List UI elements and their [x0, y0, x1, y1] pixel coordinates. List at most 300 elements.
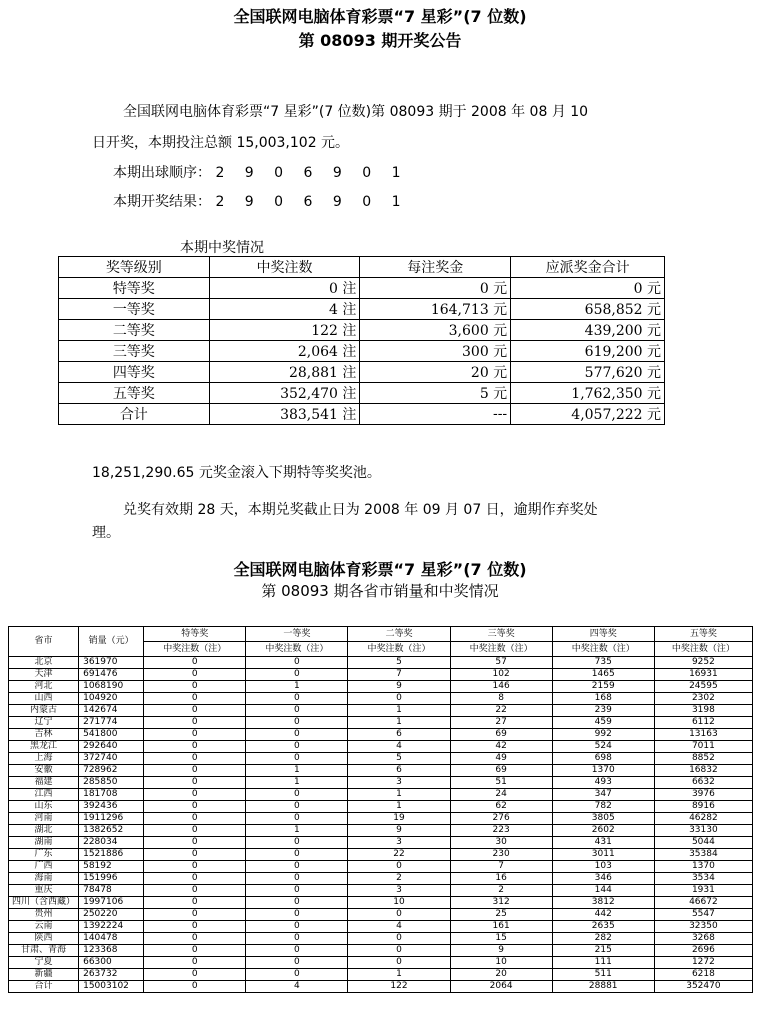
summary-cell-total: 4,057,222 元	[511, 404, 665, 425]
fourth-header: 四等奖	[552, 627, 654, 642]
table-row	[9, 849, 753, 861]
table-row	[9, 741, 753, 753]
cell-sales: 271774	[79, 717, 144, 729]
cell-province: 新疆	[9, 969, 79, 981]
cell-fifth: 46282	[654, 813, 752, 825]
summary-cell-count: 2,064 注	[209, 341, 360, 362]
cell-fifth: 7011	[654, 741, 752, 753]
summary-cell-total: 577,620 元	[511, 362, 665, 383]
cell-fifth: 32350	[654, 921, 752, 933]
table-row	[9, 801, 753, 813]
cell-sales: 123368	[79, 945, 144, 957]
cell-first: 0	[246, 657, 348, 669]
cell-sales: 285850	[79, 777, 144, 789]
cell-province: 陕西	[9, 933, 79, 945]
cell-third: 161	[450, 921, 552, 933]
cell-third: 312	[450, 897, 552, 909]
cell-first: 1	[246, 765, 348, 777]
cell-province: 天津	[9, 669, 79, 681]
cell-fourth: 103	[552, 861, 654, 873]
cell-fifth: 5044	[654, 837, 752, 849]
summary-cell-prize: 300 元	[360, 341, 511, 362]
cell-sales: 1068190	[79, 681, 144, 693]
cell-second: 6	[348, 765, 450, 777]
cell-special: 0	[144, 753, 246, 765]
summary-caption: 本期中奖情况	[180, 240, 264, 256]
cell-first: 0	[246, 729, 348, 741]
summary-header-level: 奖等级别	[59, 257, 210, 278]
cell-second: 0	[348, 957, 450, 969]
cell-special: 0	[144, 861, 246, 873]
cell-first: 0	[246, 849, 348, 861]
cell-special: 0	[144, 717, 246, 729]
cell-sales: 1382652	[79, 825, 144, 837]
summary-cell-level: 二等奖	[59, 320, 210, 341]
cell-fourth: 511	[552, 969, 654, 981]
table-row	[9, 909, 753, 921]
table-row	[9, 861, 753, 873]
cell-second: 3	[348, 837, 450, 849]
cell-second: 7	[348, 669, 450, 681]
cell-sales: 691476	[79, 669, 144, 681]
cell-sales: 58192	[79, 861, 144, 873]
summary-row	[59, 299, 665, 320]
special-header: 特等奖	[144, 627, 246, 642]
cell-first: 0	[246, 873, 348, 885]
summary-row	[59, 404, 665, 425]
cell-province: 山东	[9, 801, 79, 813]
summary-row	[59, 383, 665, 404]
cell-fifth: 16832	[654, 765, 752, 777]
table-row	[9, 945, 753, 957]
cell-third: 15	[450, 933, 552, 945]
cell-sales: 15003102	[79, 981, 144, 993]
cell-fourth: 1370	[552, 765, 654, 777]
cell-first: 0	[246, 717, 348, 729]
cell-first: 0	[246, 933, 348, 945]
cell-third: 2064	[450, 981, 552, 993]
cell-first: 4	[246, 981, 348, 993]
cell-second: 5	[348, 753, 450, 765]
province-header: 省市	[9, 627, 79, 657]
cell-special: 0	[144, 909, 246, 921]
table-row	[9, 717, 753, 729]
cell-fourth: 782	[552, 801, 654, 813]
draw-order	[113, 162, 409, 182]
expiry-note-line-2: 理。	[92, 525, 120, 541]
cell-second: 9	[348, 681, 450, 693]
draw-result	[113, 191, 409, 211]
cell-fifth: 3976	[654, 789, 752, 801]
summary-cell-total: 0 元	[511, 278, 665, 299]
cell-special: 0	[144, 945, 246, 957]
cell-fourth: 493	[552, 777, 654, 789]
cell-first: 0	[246, 885, 348, 897]
cell-fourth: 28881	[552, 981, 654, 993]
province-sales-table	[8, 626, 753, 993]
cell-sales: 181708	[79, 789, 144, 801]
cell-sales: 541800	[79, 729, 144, 741]
cell-third: 102	[450, 669, 552, 681]
cell-first: 0	[246, 957, 348, 969]
cell-special: 0	[144, 933, 246, 945]
table-row	[9, 837, 753, 849]
cell-province: 宁夏	[9, 957, 79, 969]
table-row	[9, 729, 753, 741]
cell-first: 0	[246, 705, 348, 717]
cell-third: 22	[450, 705, 552, 717]
cell-province: 甘肃、青海	[9, 945, 79, 957]
cell-third: 20	[450, 969, 552, 981]
table-row	[9, 921, 753, 933]
draw-result-value: 2 9 0 6 9 0 1	[215, 194, 409, 210]
cell-province: 辽宁	[9, 717, 79, 729]
cell-third: 10	[450, 957, 552, 969]
first-header: 一等奖	[246, 627, 348, 642]
cell-province: 福建	[9, 777, 79, 789]
cell-fourth: 239	[552, 705, 654, 717]
cell-first: 0	[246, 969, 348, 981]
cell-fourth: 282	[552, 933, 654, 945]
second-count-header: 中奖注数（注）	[348, 642, 450, 657]
table-row	[9, 777, 753, 789]
table-row	[9, 969, 753, 981]
summary-cell-prize: 5 元	[360, 383, 511, 404]
cell-fourth: 2159	[552, 681, 654, 693]
table-row	[9, 789, 753, 801]
cell-fourth: 215	[552, 945, 654, 957]
cell-special: 0	[144, 789, 246, 801]
table-row	[9, 705, 753, 717]
cell-first: 0	[246, 921, 348, 933]
cell-fifth: 5547	[654, 909, 752, 921]
cell-fifth: 6112	[654, 717, 752, 729]
table-row	[9, 657, 753, 669]
summary-header-count: 中奖注数	[209, 257, 360, 278]
cell-second: 19	[348, 813, 450, 825]
summary-cell-total: 619,200 元	[511, 341, 665, 362]
cell-province: 海南	[9, 873, 79, 885]
cell-sales: 228034	[79, 837, 144, 849]
cell-sales: 1392224	[79, 921, 144, 933]
cell-third: 7	[450, 861, 552, 873]
cell-first: 0	[246, 897, 348, 909]
cell-sales: 372740	[79, 753, 144, 765]
cell-second: 10	[348, 897, 450, 909]
cell-first: 0	[246, 801, 348, 813]
cell-special: 0	[144, 981, 246, 993]
summary-cell-prize: 164,713 元	[360, 299, 511, 320]
cell-second: 2	[348, 873, 450, 885]
cell-third: 25	[450, 909, 552, 921]
summary-cell-count: 383,541 注	[209, 404, 360, 425]
fifth-header: 五等奖	[654, 627, 752, 642]
cell-third: 49	[450, 753, 552, 765]
cell-first: 0	[246, 753, 348, 765]
table-row	[9, 681, 753, 693]
summary-cell-level: 五等奖	[59, 383, 210, 404]
cell-province: 四川（含西藏）	[9, 897, 79, 909]
page-subtitle: 第 08093 期开奖公告	[298, 31, 462, 50]
summary-row	[59, 341, 665, 362]
fourth-count-header: 中奖注数（注）	[552, 642, 654, 657]
cell-fourth: 431	[552, 837, 654, 849]
summary-cell-count: 352,470 注	[209, 383, 360, 404]
jackpot-rollover-note: 18,251,290.65 元奖金滚入下期特等奖奖池。	[92, 465, 381, 481]
expiry-note-line-1: 兑奖有效期 28 天，本期兑奖截止日为 2008 年 09 月 07 日，逾期作弃奖处	[123, 502, 598, 518]
first-count-header: 中奖注数（注）	[246, 642, 348, 657]
table-row	[9, 669, 753, 681]
cell-special: 0	[144, 777, 246, 789]
summary-cell-level: 四等奖	[59, 362, 210, 383]
summary-row	[59, 320, 665, 341]
summary-cell-count: 0 注	[209, 278, 360, 299]
summary-cell-count: 122 注	[209, 320, 360, 341]
cell-province: 黑龙江	[9, 741, 79, 753]
cell-first: 0	[246, 861, 348, 873]
cell-province: 云南	[9, 921, 79, 933]
cell-special: 0	[144, 825, 246, 837]
cell-second: 1	[348, 717, 450, 729]
cell-province: 湖北	[9, 825, 79, 837]
cell-third: 69	[450, 765, 552, 777]
cell-fourth: 524	[552, 741, 654, 753]
cell-fourth: 735	[552, 657, 654, 669]
cell-special: 0	[144, 657, 246, 669]
cell-province: 吉林	[9, 729, 79, 741]
second-header: 二等奖	[348, 627, 450, 642]
cell-fifth: 24595	[654, 681, 752, 693]
cell-third: 2	[450, 885, 552, 897]
cell-second: 1	[348, 789, 450, 801]
cell-sales: 1521886	[79, 849, 144, 861]
cell-province: 广东	[9, 849, 79, 861]
summary-cell-prize: 3,600 元	[360, 320, 511, 341]
cell-third: 230	[450, 849, 552, 861]
third-count-header: 中奖注数（注）	[450, 642, 552, 657]
table-row	[9, 933, 753, 945]
cell-second: 0	[348, 693, 450, 705]
table-row	[9, 981, 753, 993]
cell-third: 9	[450, 945, 552, 957]
cell-fifth: 6632	[654, 777, 752, 789]
cell-province: 合计	[9, 981, 79, 993]
table-row	[9, 957, 753, 969]
cell-first: 0	[246, 789, 348, 801]
cell-sales: 392436	[79, 801, 144, 813]
announcement-line-1: 全国联网电脑体育彩票“7 星彩”(7 位数)第 08093 期于 2008 年 08 月 10	[123, 104, 589, 120]
summary-row	[59, 362, 665, 383]
table-row	[9, 873, 753, 885]
page-title: 全国联网电脑体育彩票“7 星彩”(7 位数)	[233, 7, 527, 26]
cell-first: 0	[246, 669, 348, 681]
cell-second: 1	[348, 705, 450, 717]
cell-fourth: 3812	[552, 897, 654, 909]
cell-fifth: 2696	[654, 945, 752, 957]
summary-cell-count: 4 注	[209, 299, 360, 320]
summary-cell-total: 658,852 元	[511, 299, 665, 320]
table-row	[9, 813, 753, 825]
cell-fourth: 3805	[552, 813, 654, 825]
cell-special: 0	[144, 957, 246, 969]
cell-fourth: 3011	[552, 849, 654, 861]
cell-province: 北京	[9, 657, 79, 669]
cell-province: 重庆	[9, 885, 79, 897]
summary-cell-total: 1,762,350 元	[511, 383, 665, 404]
summary-cell-prize: ---	[360, 404, 511, 425]
cell-special: 0	[144, 801, 246, 813]
cell-fifth: 352470	[654, 981, 752, 993]
cell-province: 上海	[9, 753, 79, 765]
cell-first: 0	[246, 837, 348, 849]
summary-cell-prize: 0 元	[360, 278, 511, 299]
third-header: 三等奖	[450, 627, 552, 642]
cell-fourth: 144	[552, 885, 654, 897]
cell-sales: 140478	[79, 933, 144, 945]
cell-sales: 361970	[79, 657, 144, 669]
cell-fourth: 347	[552, 789, 654, 801]
summary-cell-count: 28,881 注	[209, 362, 360, 383]
cell-second: 3	[348, 777, 450, 789]
cell-special: 0	[144, 885, 246, 897]
cell-sales: 66300	[79, 957, 144, 969]
summary-cell-level: 三等奖	[59, 341, 210, 362]
cell-fifth: 8916	[654, 801, 752, 813]
cell-third: 16	[450, 873, 552, 885]
cell-fifth: 3534	[654, 873, 752, 885]
cell-third: 24	[450, 789, 552, 801]
cell-province: 河北	[9, 681, 79, 693]
cell-second: 5	[348, 657, 450, 669]
cell-third: 27	[450, 717, 552, 729]
cell-special: 0	[144, 669, 246, 681]
cell-province: 湖南	[9, 837, 79, 849]
cell-fifth: 1272	[654, 957, 752, 969]
cell-second: 6	[348, 729, 450, 741]
cell-special: 0	[144, 741, 246, 753]
summary-cell-level: 特等奖	[59, 278, 210, 299]
cell-first: 0	[246, 945, 348, 957]
summary-row	[59, 278, 665, 299]
cell-special: 0	[144, 921, 246, 933]
cell-first: 0	[246, 909, 348, 921]
cell-second: 9	[348, 825, 450, 837]
table-row	[9, 825, 753, 837]
cell-special: 0	[144, 693, 246, 705]
cell-province: 安徽	[9, 765, 79, 777]
cell-third: 69	[450, 729, 552, 741]
cell-fourth: 698	[552, 753, 654, 765]
cell-third: 51	[450, 777, 552, 789]
cell-sales: 104920	[79, 693, 144, 705]
cell-fifth: 46672	[654, 897, 752, 909]
special-count-header: 中奖注数（注）	[144, 642, 246, 657]
cell-fifth: 9252	[654, 657, 752, 669]
summary-cell-level: 一等奖	[59, 299, 210, 320]
cell-special: 0	[144, 969, 246, 981]
cell-fourth: 111	[552, 957, 654, 969]
cell-second: 0	[348, 933, 450, 945]
cell-fifth: 1370	[654, 861, 752, 873]
cell-fourth: 1465	[552, 669, 654, 681]
province-section-title: 全国联网电脑体育彩票“7 星彩”(7 位数)	[233, 560, 527, 579]
cell-second: 0	[348, 945, 450, 957]
summary-cell-total: 439,200 元	[511, 320, 665, 341]
cell-third: 62	[450, 801, 552, 813]
cell-fourth: 459	[552, 717, 654, 729]
cell-fourth: 2602	[552, 825, 654, 837]
cell-third: 223	[450, 825, 552, 837]
cell-first: 0	[246, 813, 348, 825]
cell-fourth: 168	[552, 693, 654, 705]
cell-fifth: 16931	[654, 669, 752, 681]
cell-second: 122	[348, 981, 450, 993]
cell-second: 4	[348, 921, 450, 933]
cell-fifth: 2302	[654, 693, 752, 705]
cell-sales: 263732	[79, 969, 144, 981]
cell-special: 0	[144, 681, 246, 693]
cell-special: 0	[144, 813, 246, 825]
cell-fourth: 442	[552, 909, 654, 921]
cell-fifth: 33130	[654, 825, 752, 837]
cell-first: 0	[246, 693, 348, 705]
cell-fifth: 35384	[654, 849, 752, 861]
cell-fourth: 2635	[552, 921, 654, 933]
cell-sales: 151996	[79, 873, 144, 885]
draw-result-label: 本期开奖结果：	[113, 194, 211, 210]
cell-special: 0	[144, 705, 246, 717]
summary-header-total: 应派奖金合计	[511, 257, 665, 278]
cell-second: 3	[348, 885, 450, 897]
cell-special: 0	[144, 849, 246, 861]
cell-special: 0	[144, 729, 246, 741]
cell-second: 0	[348, 861, 450, 873]
cell-first: 0	[246, 741, 348, 753]
cell-second: 22	[348, 849, 450, 861]
cell-third: 276	[450, 813, 552, 825]
cell-province: 山西	[9, 693, 79, 705]
cell-sales: 142674	[79, 705, 144, 717]
cell-second: 0	[348, 909, 450, 921]
cell-first: 1	[246, 825, 348, 837]
cell-sales: 292640	[79, 741, 144, 753]
cell-second: 1	[348, 969, 450, 981]
cell-special: 0	[144, 873, 246, 885]
cell-third: 42	[450, 741, 552, 753]
cell-second: 4	[348, 741, 450, 753]
cell-sales: 78478	[79, 885, 144, 897]
announcement-line-2: 日开奖，本期投注总额 15,003,102 元。	[92, 135, 350, 151]
cell-province: 河南	[9, 813, 79, 825]
cell-second: 1	[348, 801, 450, 813]
summary-cell-level: 合计	[59, 404, 210, 425]
cell-sales: 1997106	[79, 897, 144, 909]
table-row	[9, 753, 753, 765]
summary-cell-prize: 20 元	[360, 362, 511, 383]
cell-fourth: 992	[552, 729, 654, 741]
cell-fifth: 3198	[654, 705, 752, 717]
cell-special: 0	[144, 765, 246, 777]
cell-province: 贵州	[9, 909, 79, 921]
cell-sales: 728962	[79, 765, 144, 777]
cell-fifth: 6218	[654, 969, 752, 981]
cell-province: 江西	[9, 789, 79, 801]
sales-header: 销量（元）	[79, 627, 144, 657]
cell-fifth: 3268	[654, 933, 752, 945]
cell-fourth: 346	[552, 873, 654, 885]
cell-first: 1	[246, 777, 348, 789]
cell-third: 8	[450, 693, 552, 705]
